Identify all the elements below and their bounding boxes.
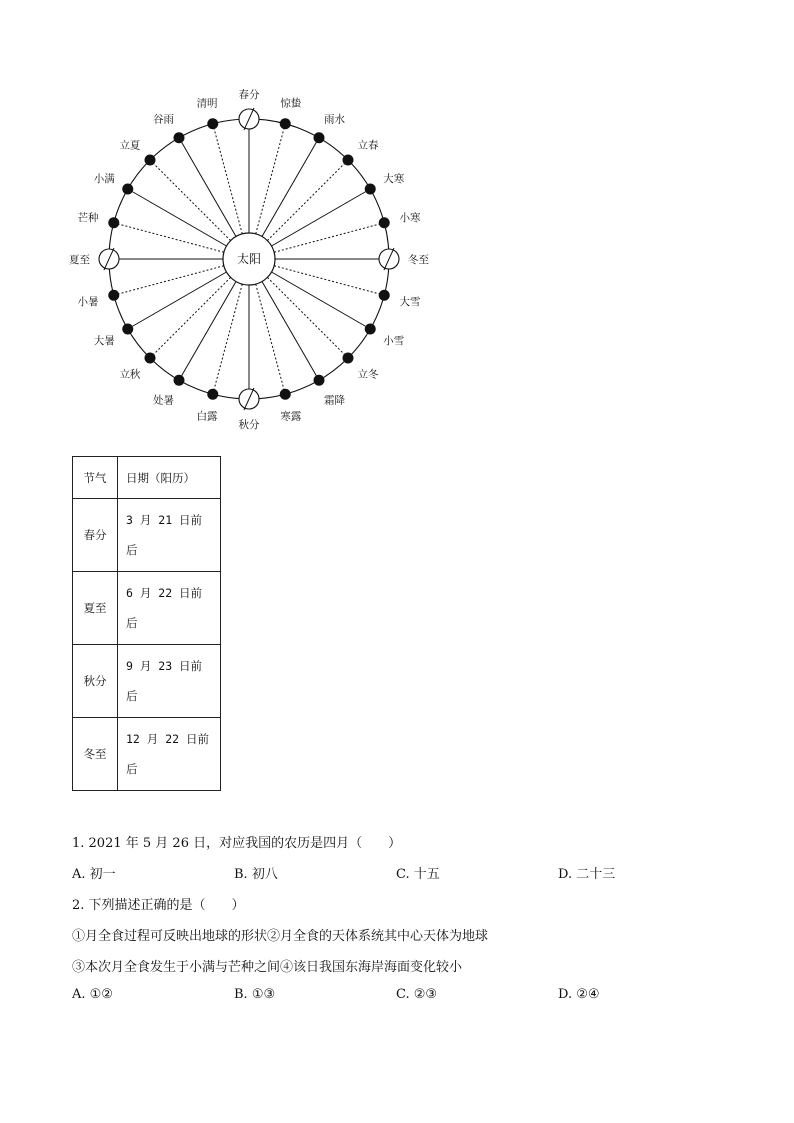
spoke-line [119, 224, 224, 252]
spoke-line [154, 164, 231, 241]
spoke-line [256, 284, 284, 389]
spoke-line [272, 192, 366, 246]
term-label: 芒种 [77, 212, 99, 225]
term-label: 大寒 [383, 173, 405, 185]
term-label: 秋分 [238, 419, 260, 431]
spoke-line [182, 282, 236, 376]
spoke-line [133, 192, 227, 246]
term-marker [314, 132, 325, 143]
term-marker [379, 290, 390, 301]
term-marker [379, 217, 390, 228]
sun-label: 太阳 [236, 252, 262, 266]
q2-statement-line1: ①月全食过程可反映出地球的形状②月全食的天体系统其中心天体为地球 [72, 929, 489, 944]
solar-terms-diagram [0, 0, 794, 456]
term-label: 立秋 [119, 368, 141, 381]
term-marker [145, 352, 156, 363]
term-label: 小暑 [77, 295, 99, 308]
row-date [118, 718, 221, 791]
table-header-row [73, 457, 221, 499]
spoke-line [119, 266, 224, 294]
term-marker [365, 184, 376, 195]
spoke-line [133, 272, 227, 326]
term-marker [342, 155, 353, 166]
row-date-line2: 后 [126, 689, 138, 703]
row-term: 春分 [73, 499, 118, 572]
term-label: 霜降 [324, 394, 345, 407]
term-marker [122, 324, 133, 335]
spoke-line [256, 129, 284, 234]
spoke-line [154, 277, 231, 354]
term-label: 雨水 [324, 113, 345, 126]
row-date-line1: 9 月 23 日前 [126, 659, 203, 673]
term-marker [108, 290, 119, 301]
term-marker [174, 132, 185, 143]
spoke-line [262, 282, 316, 376]
row-date [118, 645, 221, 718]
spoke-line [267, 277, 344, 354]
spoke-line [274, 224, 379, 252]
row-date-line1: 6 月 22 日前 [126, 586, 203, 600]
header-term: 节气 [73, 457, 118, 499]
row-date [118, 572, 221, 645]
row-date-line1: 12 月 22 日前 [126, 732, 209, 746]
row-term: 夏至 [73, 572, 118, 645]
table-row [73, 572, 221, 645]
term-label: 大暑 [93, 335, 115, 347]
q1-option-c: C. 十五 [396, 867, 440, 882]
term-label: 春分 [238, 89, 260, 101]
q2-option-c: C. ②③ [396, 987, 438, 1002]
row-date-line2: 后 [126, 543, 138, 557]
row-date-line2: 后 [126, 616, 138, 630]
term-marker [280, 389, 291, 400]
term-label: 立冬 [357, 368, 379, 381]
term-label: 清明 [196, 97, 218, 110]
q2-option-b: B. ①③ [234, 987, 276, 1002]
header-date: 日期（阳历） [118, 457, 221, 499]
term-label: 立春 [357, 139, 379, 152]
spoke-line [274, 266, 379, 294]
spoke-line [214, 129, 242, 234]
term-marker [280, 118, 291, 129]
row-date-line2: 后 [126, 762, 138, 776]
term-label: 立夏 [119, 139, 141, 152]
term-marker [342, 352, 353, 363]
term-label: 小雪 [383, 335, 405, 347]
term-marker [207, 118, 218, 129]
term-label: 白露 [196, 410, 218, 423]
term-label: 惊蛰 [280, 97, 302, 110]
solar-terms-table [72, 456, 221, 791]
table-row [73, 499, 221, 572]
table-row [73, 718, 221, 791]
term-label: 冬至 [408, 254, 429, 266]
term-marker [122, 184, 133, 195]
term-marker [108, 217, 119, 228]
q1-option-b: B. 初八 [234, 867, 278, 882]
row-term: 秋分 [73, 645, 118, 718]
q2-statement-line2: ③本次月全食发生于小满与芒种之间④该日我国东海岸海面变化较小 [72, 960, 463, 975]
question-1-stem: 1. 2021 年 5 月 26 日，对应我国的农历是四月（ ） [72, 836, 402, 851]
spoke-line [262, 143, 316, 237]
spoke-line [272, 272, 366, 326]
spoke-line [182, 143, 236, 237]
term-marker [145, 155, 156, 166]
term-label: 小满 [93, 173, 115, 185]
term-marker [207, 389, 218, 400]
row-term: 冬至 [73, 718, 118, 791]
term-label: 小寒 [399, 212, 421, 225]
term-marker [174, 375, 185, 386]
spoke-line [214, 284, 242, 389]
row-date-line1: 3 月 21 日前 [126, 513, 203, 527]
term-label: 大雪 [399, 295, 421, 308]
row-date [118, 499, 221, 572]
term-label: 处暑 [153, 394, 174, 407]
term-label: 夏至 [69, 254, 90, 266]
q1-option-a: A. 初一 [72, 867, 116, 882]
table-row [73, 645, 221, 718]
spoke-line [267, 164, 344, 241]
q1-option-d: D. 二十三 [558, 867, 616, 882]
q2-option-a: A. ①② [72, 987, 113, 1002]
term-label: 谷雨 [153, 113, 174, 126]
term-marker [314, 375, 325, 386]
term-label: 寒露 [280, 410, 302, 423]
question-2-stem: 2. 下列描述正确的是（ ） [72, 898, 245, 913]
q2-option-d: D. ②④ [558, 987, 600, 1002]
term-marker [365, 324, 376, 335]
